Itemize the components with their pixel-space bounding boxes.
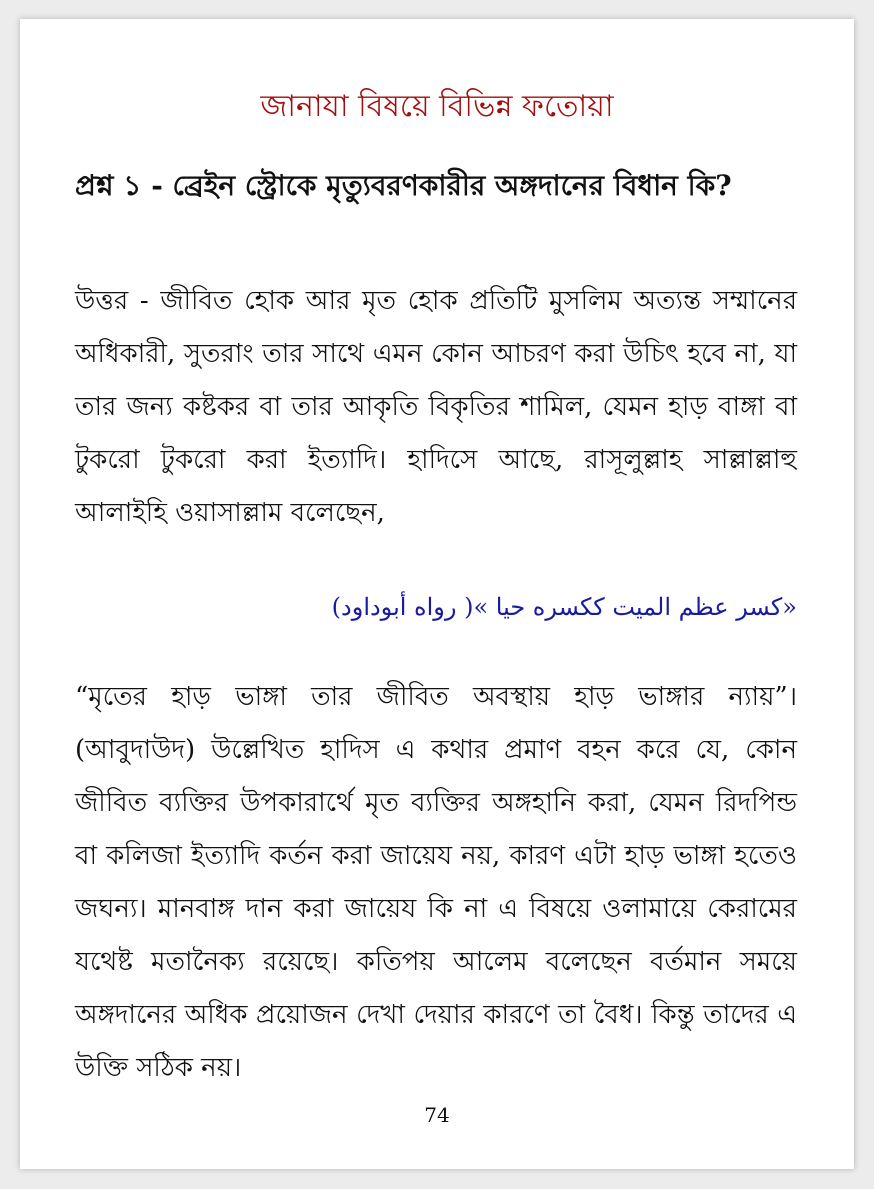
answer-paragraph: উত্তর - জীবিত হোক আর মৃত হোক প্রতিটি মুসলিম অত্যন্ত সম্মানের অধিকারী, সুতরাং তার সাথে এমন কোন আচরণ করা উচিৎ হবে না, যা তার জন্য কষ্টকর বা তার আকৃতি বিকৃতির শামিল, যেমন হাড় বাঙ্গা বা টুকরো টুকরো করা ইত্যাদি। হাদিসে আছে, রাসূলুল্লাহ সাল্লাল্লাহু আলাইহি ওয়াসাল্লাম বলেছেন,	[75, 286, 797, 528]
page-number: 74	[424, 1103, 450, 1127]
arabic-hadith-quote: «كسر عظم الميت ككسره حيا »( رواه أبوداود)	[331, 593, 797, 621]
question-heading: প্রশ্ন ১ - ব্রেইন স্ট্রোকে মৃত্যুবরণকারীর অঙ্গদানের বিধান কি?	[75, 169, 732, 202]
page-title: জানাযা বিষয়ে বিভিন্ন ফতোয়া	[260, 89, 614, 124]
document-page	[20, 19, 854, 1169]
explanation-paragraph: “মৃতের হাড় ভাঙ্গা তার জীবিত অবস্থায় হাড় ভাঙ্গার ন্যায়”। (আবুদাউদ) উল্লেখিত হাদিস এ কথার প্রমাণ বহন করে যে, কোন জীবিত ব্যক্তির উপকারার্থে মৃত ব্যক্তির অঙ্গহানি করা, যেমন রিদপিন্ড বা কলিজা ইত্যাদি কর্তন করা জায়েয নয়, কারণ এটা হাড় ভাঙ্গা হতেও জঘন্য। মানবাঙ্গ দান করা জায়েয কি না এ বিষয়ে ওলামায়ে কেরামের যথেষ্ট মতানৈক্য রয়েছে। কতিপয় আলেম বলেছেন বর্তমান সময়ে অঙ্গদানের অধিক প্রয়োজন দেখা দেয়ার কারণে তা বৈধ। কিন্তু তাদের এ উক্তি সঠিক নয়।	[75, 682, 797, 1083]
